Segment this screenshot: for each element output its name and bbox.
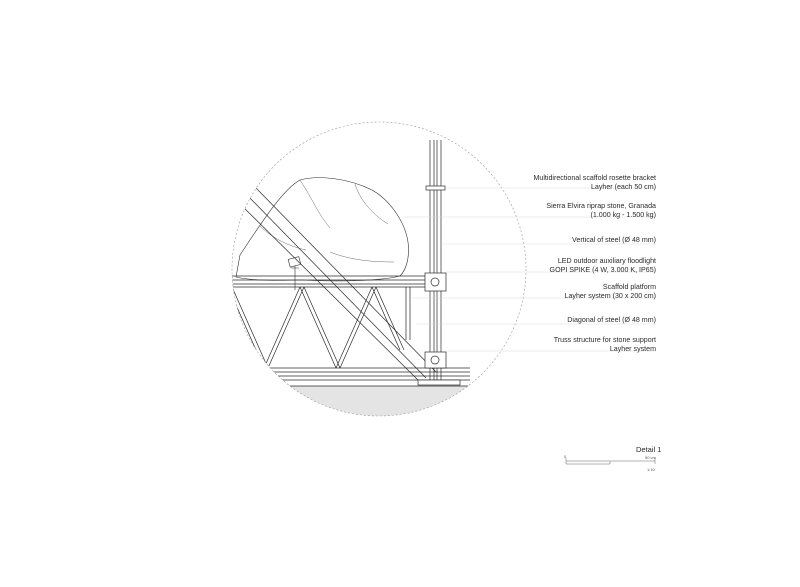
callout-truss-structure: Truss structure for stone support Layher system: [553, 336, 656, 353]
scale-ratio: 1:10: [647, 467, 655, 472]
callout-floodlight: LED outdoor auxiliary floodlight GOPI SPIKE (4 W, 3.000 K, IP65): [549, 257, 656, 274]
detail-title: Detail 1: [636, 445, 662, 454]
callout-scaffold-platform: Scaffold platform Layher system (30 x 200 cm): [564, 283, 656, 300]
scale-start-label: 0: [564, 454, 567, 459]
callout-steel-diagonal: Diagonal of steel (Ø 48 mm): [567, 316, 656, 324]
stone-outline: [236, 178, 409, 281]
scaffold-platform: [406, 287, 410, 340]
scale-end-label: 50 cm: [645, 455, 656, 460]
callout-steel-vertical: Vertical of steel (Ø 48 mm): [572, 236, 656, 244]
callout-riprap-stone: Sierra Elvira riprap stone, Granada (1.000 kg - 1.500 kg): [546, 202, 656, 219]
scale-bar: [566, 458, 655, 464]
steel-vertical: [418, 140, 460, 385]
callout-rosette-bracket: Multidirectional scaffold rosette bracket Layher (each 50 cm): [533, 174, 656, 191]
